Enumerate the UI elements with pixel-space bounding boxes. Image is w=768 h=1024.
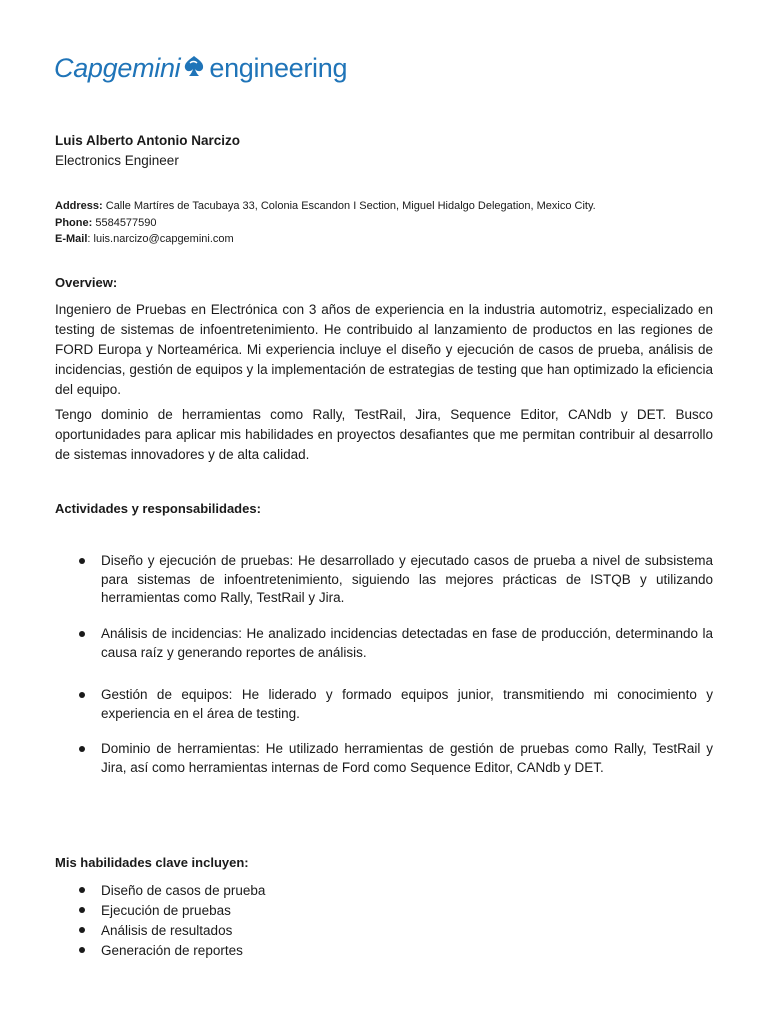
list-item	[55, 901, 713, 921]
bullet-icon	[79, 692, 85, 698]
overview-heading: Overview:	[55, 275, 118, 290]
activity-text: Dominio de herramientas: He utilizado herramientas de gestión de pruebas como Rally, TestRail y Jira, así como herramientas internas de Ford como Sequence Editor, CANdb y DET.	[101, 741, 713, 775]
list-item	[55, 686, 713, 723]
logo-brand-text: Capgemini	[54, 52, 181, 83]
activities-list	[55, 740, 713, 777]
activities-list	[55, 686, 713, 723]
skill-text: Análisis de resultados	[101, 923, 233, 938]
skill-text: Ejecución de pruebas	[101, 903, 231, 918]
overview-paragraph-1: Ingeniero de Pruebas en Electrónica con 3 años de experiencia en la industria automotriz, especializado en testing de sistemas de infoentretenimiento. He contribuido al lanzamiento de productos en las regiones de FORD Europa y Norteamérica. Mi experiencia incluye el diseño y ejecución de casos de prueba, análisis de incidencias, gestión de equipos y la implementación de estrategias de testing que han optimizado la eficiencia del equipo.	[55, 302, 713, 397]
list-item	[55, 552, 713, 608]
bullet-icon	[79, 907, 85, 913]
address-label: Address:	[55, 200, 103, 212]
skills-heading: Mis habilidades clave incluyen:	[55, 855, 249, 870]
activity-text: Diseño y ejecución de pruebas: He desarrollado y ejecutado casos de prueba a nivel de subsistema para sistemas de infoentretenimiento, siguiendo las mejores prácticas de ISTQB y utilizando herramientas como Rally, TestRail y Jira.	[101, 553, 713, 605]
bullet-icon	[79, 887, 85, 893]
list-item	[55, 941, 713, 961]
list-item	[55, 921, 713, 941]
list-item	[55, 740, 713, 777]
person-name: Luis Alberto Antonio Narcizo	[55, 133, 240, 148]
activity-text: Gestión de equipos: He liderado y formado equipos junior, transmitiendo mi conocimiento y experiencia en el área de testing.	[101, 687, 713, 721]
email-label: E-Mail	[55, 233, 88, 245]
overview-paragraph-2: Tengo dominio de herramientas como Rally, TestRail, Jira, Sequence Editor, CANdb y DET. Busco oportunidades para aplicar mis habilidades en proyectos desafiantes que me permitan contribuir al desarrollo de sistemas innovadores y de alta calidad.	[55, 407, 713, 462]
activities-heading: Actividades y responsabilidades:	[55, 501, 261, 516]
contact-block	[55, 198, 596, 248]
person-title: Electronics Engineer	[55, 153, 179, 168]
logo-division-text: engineering	[209, 52, 348, 83]
bullet-icon	[79, 927, 85, 933]
company-logo	[54, 48, 347, 88]
spade-mark-icon	[182, 54, 206, 78]
address-value: Calle Martíres de Tacubaya 33, Colonia Escandon I Section, Miguel Hidalgo Delegation, Mexico City.	[105, 200, 596, 212]
phone-label: Phone:	[55, 216, 93, 229]
list-item	[55, 625, 713, 662]
activities-list	[55, 625, 713, 662]
phone-value: 5584577590	[95, 216, 157, 229]
bullet-icon	[79, 631, 85, 637]
bullet-icon	[79, 947, 85, 953]
email-line	[55, 231, 596, 248]
activity-text: Análisis de incidencias: He analizado incidencias detectadas en fase de producción, determinando la causa raíz y generando reportes de análisis.	[101, 626, 713, 660]
phone-line	[55, 215, 596, 232]
activities-list	[55, 552, 713, 608]
address-line	[55, 198, 596, 215]
bullet-icon	[79, 558, 85, 564]
email-value[interactable]: : luis.narcizo@capgemini.com	[87, 233, 234, 245]
skill-text: Generación de reportes	[101, 943, 243, 958]
list-item	[55, 881, 713, 901]
skills-list	[55, 881, 713, 961]
skill-text: Diseño de casos de prueba	[101, 883, 266, 898]
bullet-icon	[79, 746, 85, 752]
